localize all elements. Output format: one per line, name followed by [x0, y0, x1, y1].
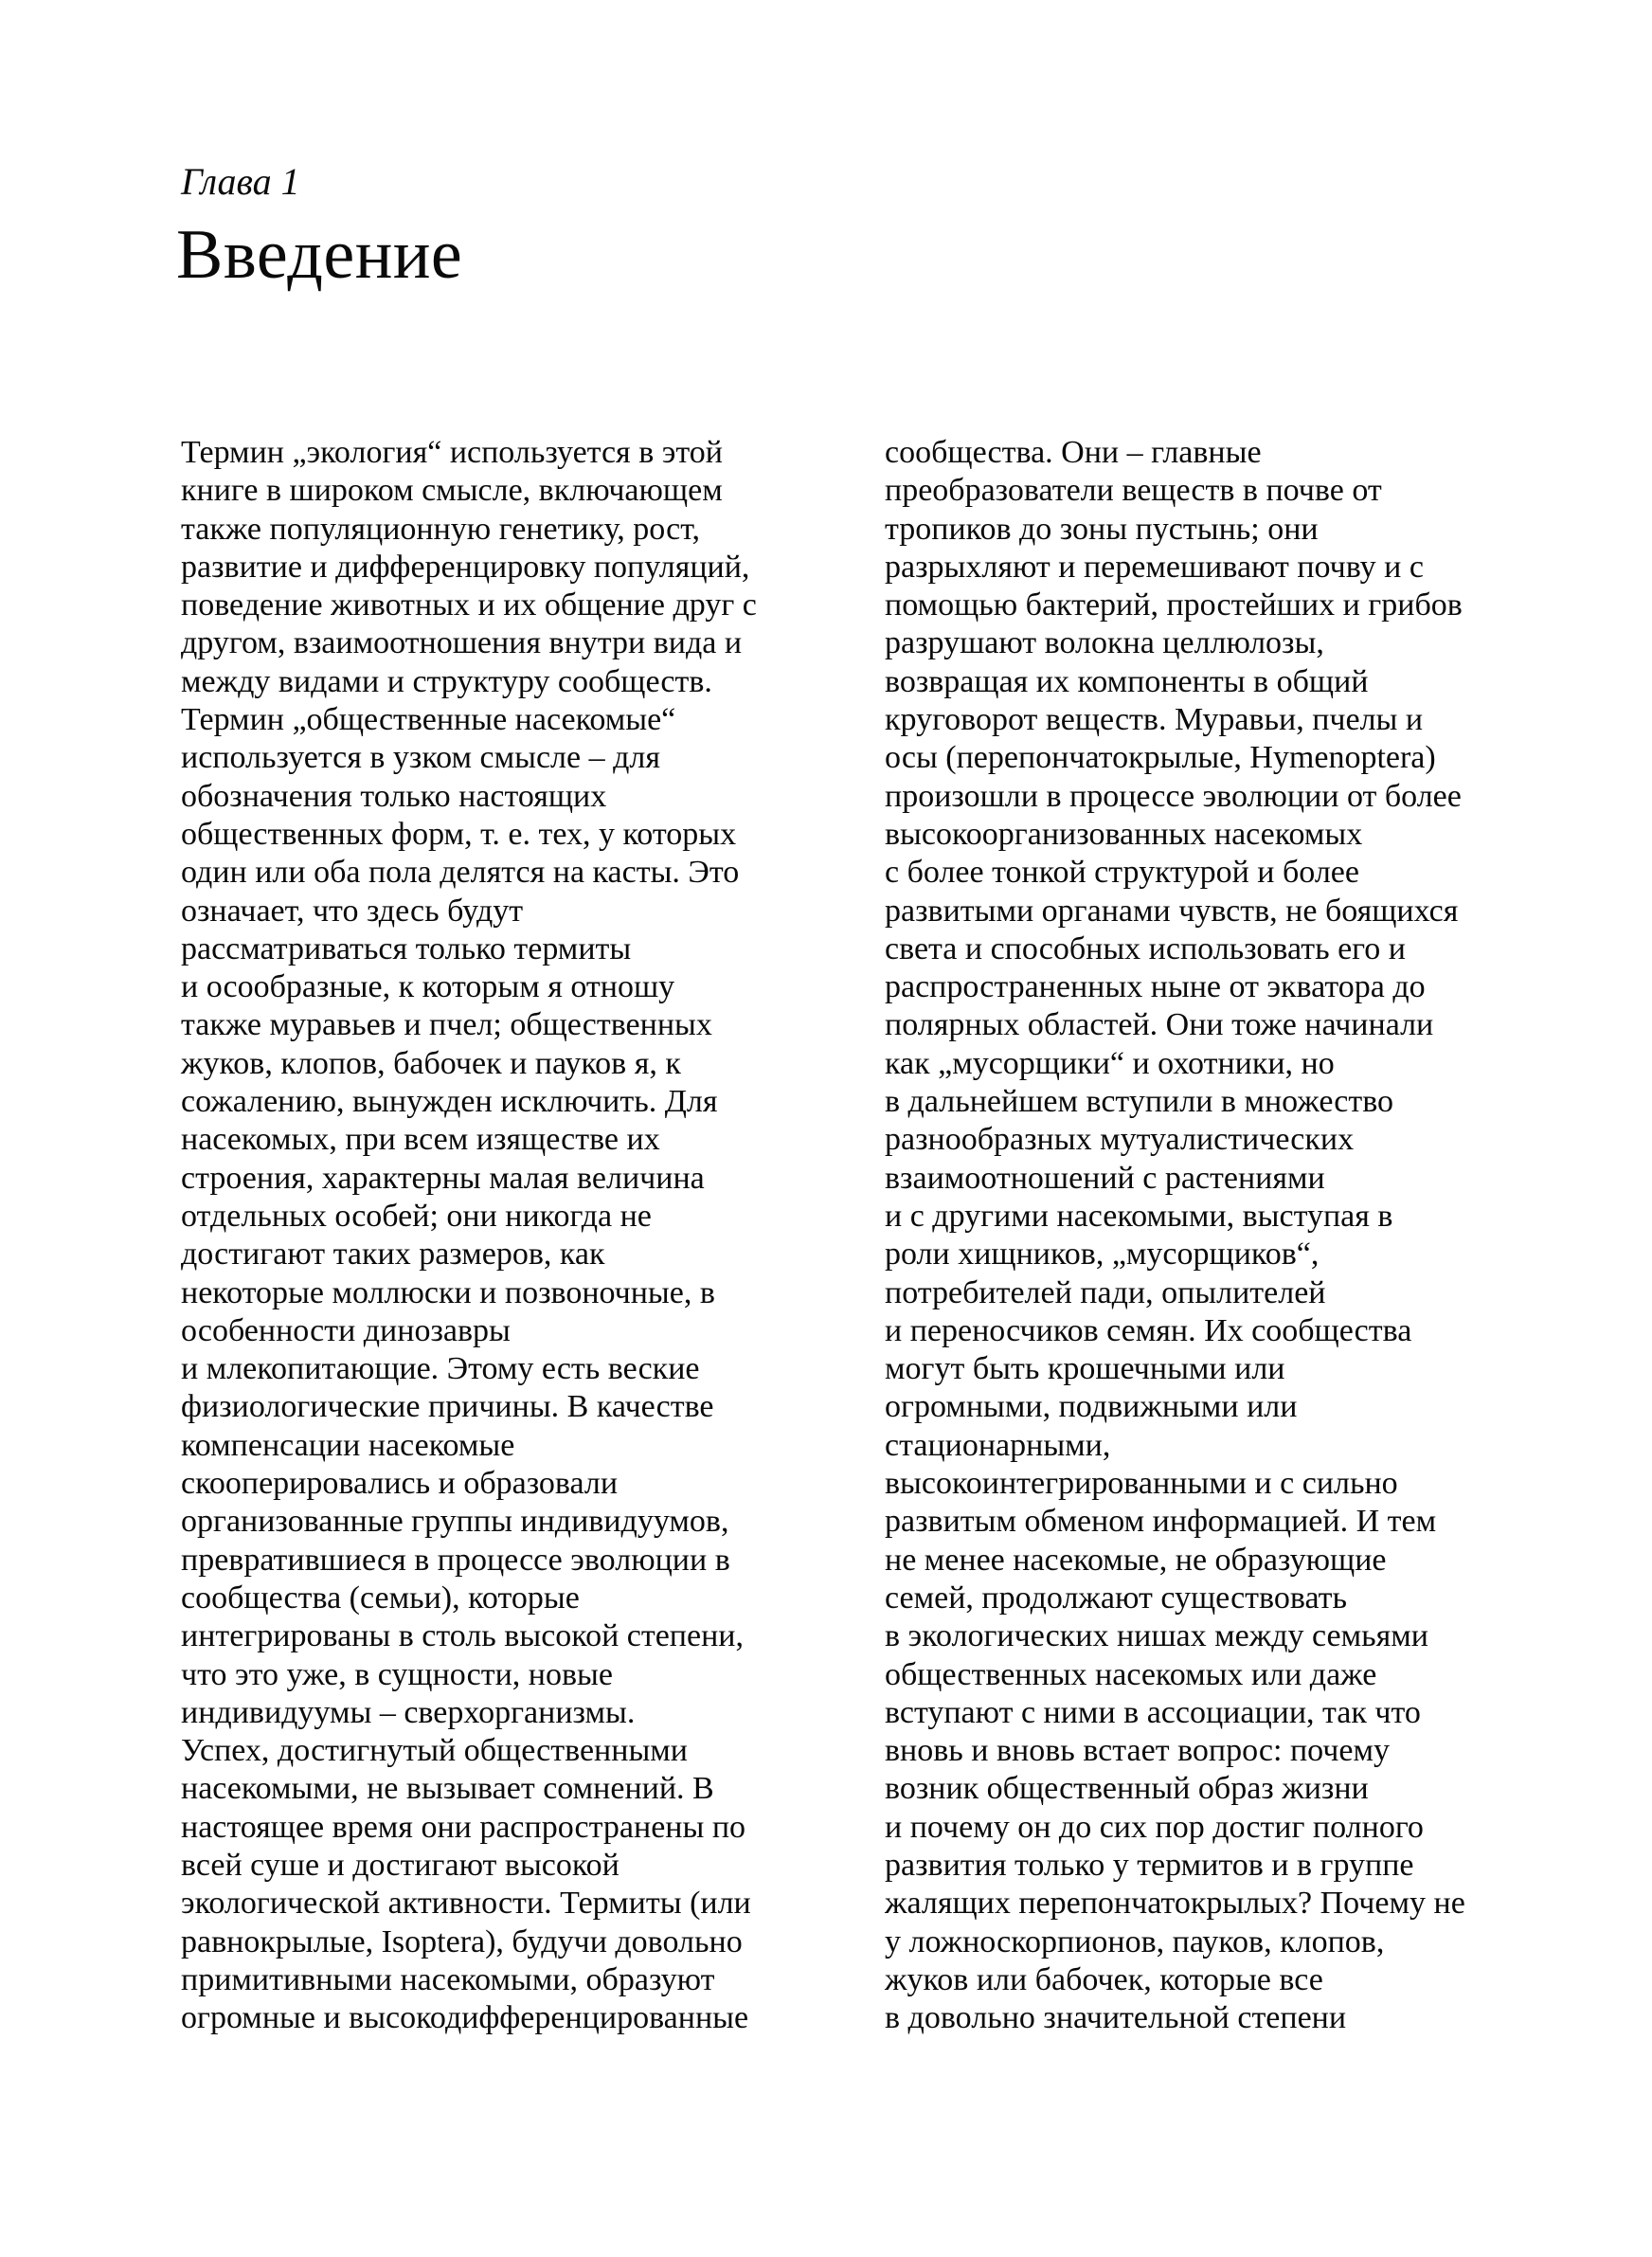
text-line: вновь и вновь встает вопрос: почему: [885, 1733, 1390, 1769]
text-line: между видами и структуру сообществ.: [181, 663, 712, 699]
text-line: не менее насекомые, не образующие: [885, 1542, 1387, 1578]
text-line: организованные группы индивидуумов,: [181, 1504, 729, 1540]
text-line: семей, продолжают существовать: [885, 1580, 1348, 1616]
text-line: преобразователи веществ в почве от: [885, 473, 1382, 509]
text-line: света и способных использовать его и: [885, 930, 1406, 966]
chapter-title: Введение: [176, 216, 463, 294]
text-line: огромными, подвижными или: [885, 1389, 1298, 1425]
text-line: физиологические причины. В качестве: [181, 1389, 714, 1425]
text-line: жалящих перепончатокрылых? Почему не: [885, 1886, 1465, 1922]
text-line: примитивными насекомыми, образуют: [181, 1961, 715, 1997]
text-line: и переносчиков семян. Их сообщества: [885, 1312, 1412, 1348]
text-line: индивидуумы – сверхорганизмы.: [181, 1694, 636, 1730]
text-line: особенности динозавры: [181, 1312, 511, 1348]
text-line: роли хищников, „мусорщиков“,: [885, 1237, 1320, 1273]
text-line: у ложноскорпионов, пауков, клопов,: [885, 1923, 1385, 1959]
text-column-left: [181, 434, 835, 2037]
text-line: рассматриваться только термиты: [181, 930, 632, 966]
text-line: потребителей пади, опылителей: [885, 1274, 1326, 1310]
text-line: интегрированы в столь высокой степени,: [181, 1618, 744, 1654]
text-line: обозначения только настоящих: [181, 778, 607, 814]
text-line: превратившиеся в процессе эволюции в: [181, 1542, 730, 1578]
text-line: произошли в процессе эволюции от более: [885, 778, 1462, 814]
text-line: высокоинтегрированными и с сильно: [885, 1466, 1398, 1502]
text-line: могут быть крошечными или: [885, 1351, 1285, 1387]
text-line: Успех, достигнутый общественными: [181, 1733, 689, 1769]
text-line: всей суше и достигают высокой: [181, 1847, 620, 1883]
text-column-right: [885, 434, 1548, 2037]
text-line: возвращая их компоненты в общий: [885, 663, 1369, 699]
text-line: жуков или бабочек, которые все: [885, 1961, 1323, 1997]
text-line: жуков, клопов, бабочек и пауков я, к: [181, 1045, 681, 1081]
text-line: взаимоотношений с растениями: [885, 1160, 1325, 1196]
text-line: экологической активности. Термиты (или: [181, 1886, 751, 1922]
text-line: полярных областей. Они тоже начинали: [885, 1007, 1434, 1043]
text-line: настоящее время они распространены по: [181, 1809, 746, 1845]
text-line: насекомыми, не вызывает сомнений. В: [181, 1771, 714, 1807]
text-line: развитие и дифференцировку популяций,: [181, 549, 750, 585]
text-line: один или оба пола делятся на касты. Это: [181, 855, 740, 891]
text-line: общественных форм, т. е. тех, у которых: [181, 816, 737, 852]
text-line: строения, характерны малая величина: [181, 1160, 705, 1196]
text-line: в довольно значительной степени: [885, 2000, 1347, 2036]
text-line: Термин „экология“ используется в этой: [181, 435, 723, 470]
chapter-label: Глава 1: [181, 160, 300, 203]
text-line: осы (перепончатокрылые, Hymenoptera): [885, 740, 1436, 776]
text-line: развитым обменом информацией. И тем: [885, 1504, 1437, 1540]
text-line: круговорот веществ. Муравьи, пчелы и: [885, 702, 1424, 738]
text-line: также муравьев и пчел; общественных: [181, 1007, 712, 1043]
text-line: другом, взаимоотношения внутри вида и: [181, 625, 743, 661]
text-line: и млекопитающие. Этому есть веские: [181, 1351, 700, 1387]
text-line: стационарными,: [885, 1427, 1111, 1463]
text-line: отдельных особей; они никогда не: [181, 1198, 652, 1234]
text-line: развития только у термитов и в группе: [885, 1847, 1414, 1883]
text-line: тропиков до зоны пустынь; они: [885, 511, 1319, 547]
text-line: общественных насекомых или даже: [885, 1656, 1377, 1692]
text-line: поведение животных и их общение друг с: [181, 587, 757, 623]
text-line: некоторые моллюски и позвоночные, в: [181, 1274, 715, 1310]
text-line: разрыхляют и перемешивают почву и с: [885, 549, 1424, 585]
text-line: что это уже, в сущности, новые: [181, 1656, 613, 1692]
text-line: как „мусорщики“ и охотники, но: [885, 1045, 1335, 1081]
text-line: Термин „общественные насекомые“: [181, 702, 676, 738]
text-line: в экологических нишах между семьями: [885, 1618, 1428, 1654]
text-line: развитыми органами чувств, не боящихся: [885, 893, 1459, 929]
text-line: равнокрылые, Isoptera), будучи довольно: [181, 1923, 743, 1959]
text-line: помощью бактерий, простейших и грибов: [885, 587, 1463, 623]
text-line: компенсации насекомые: [181, 1427, 515, 1463]
text-line: сообщества. Они – главные: [885, 435, 1262, 470]
text-line: разнообразных мутуалистических: [885, 1122, 1355, 1158]
text-line: сообщества (семьи), которые: [181, 1580, 580, 1616]
text-line: насекомых, при всем изяществе их: [181, 1122, 660, 1158]
text-line: используется в узком смысле – для: [181, 740, 661, 776]
text-line: скооперировались и образовали: [181, 1466, 619, 1502]
text-line: вступают с ними в ассоциации, так что: [885, 1694, 1421, 1730]
text-line: огромные и высокодифференцированные: [181, 2000, 749, 2036]
text-line: также популяционную генетику, рост,: [181, 511, 701, 547]
text-line: достигают таких размеров, как: [181, 1237, 605, 1273]
text-line: высокоорганизованных насекомых: [885, 816, 1363, 852]
text-line: и почему он до сих пор достиг полного: [885, 1809, 1424, 1845]
text-line: и осообразные, к которым я отношу: [181, 969, 675, 1005]
text-line: означает, что здесь будут: [181, 893, 524, 929]
text-line: и с другими насекомыми, выступая в: [885, 1198, 1393, 1234]
text-line: с более тонкой структурой и более: [885, 855, 1359, 891]
text-line: сожалению, вынужден исключить. Для: [181, 1084, 718, 1120]
text-line: в дальнейшем вступили в множество: [885, 1084, 1394, 1120]
text-line: разрушают волокна целлюлозы,: [885, 625, 1324, 661]
text-line: распространенных ныне от экватора до: [885, 969, 1426, 1005]
text-line: возник общественный образ жизни: [885, 1771, 1369, 1807]
text-line: книге в широком смысле, включающем: [181, 473, 723, 509]
